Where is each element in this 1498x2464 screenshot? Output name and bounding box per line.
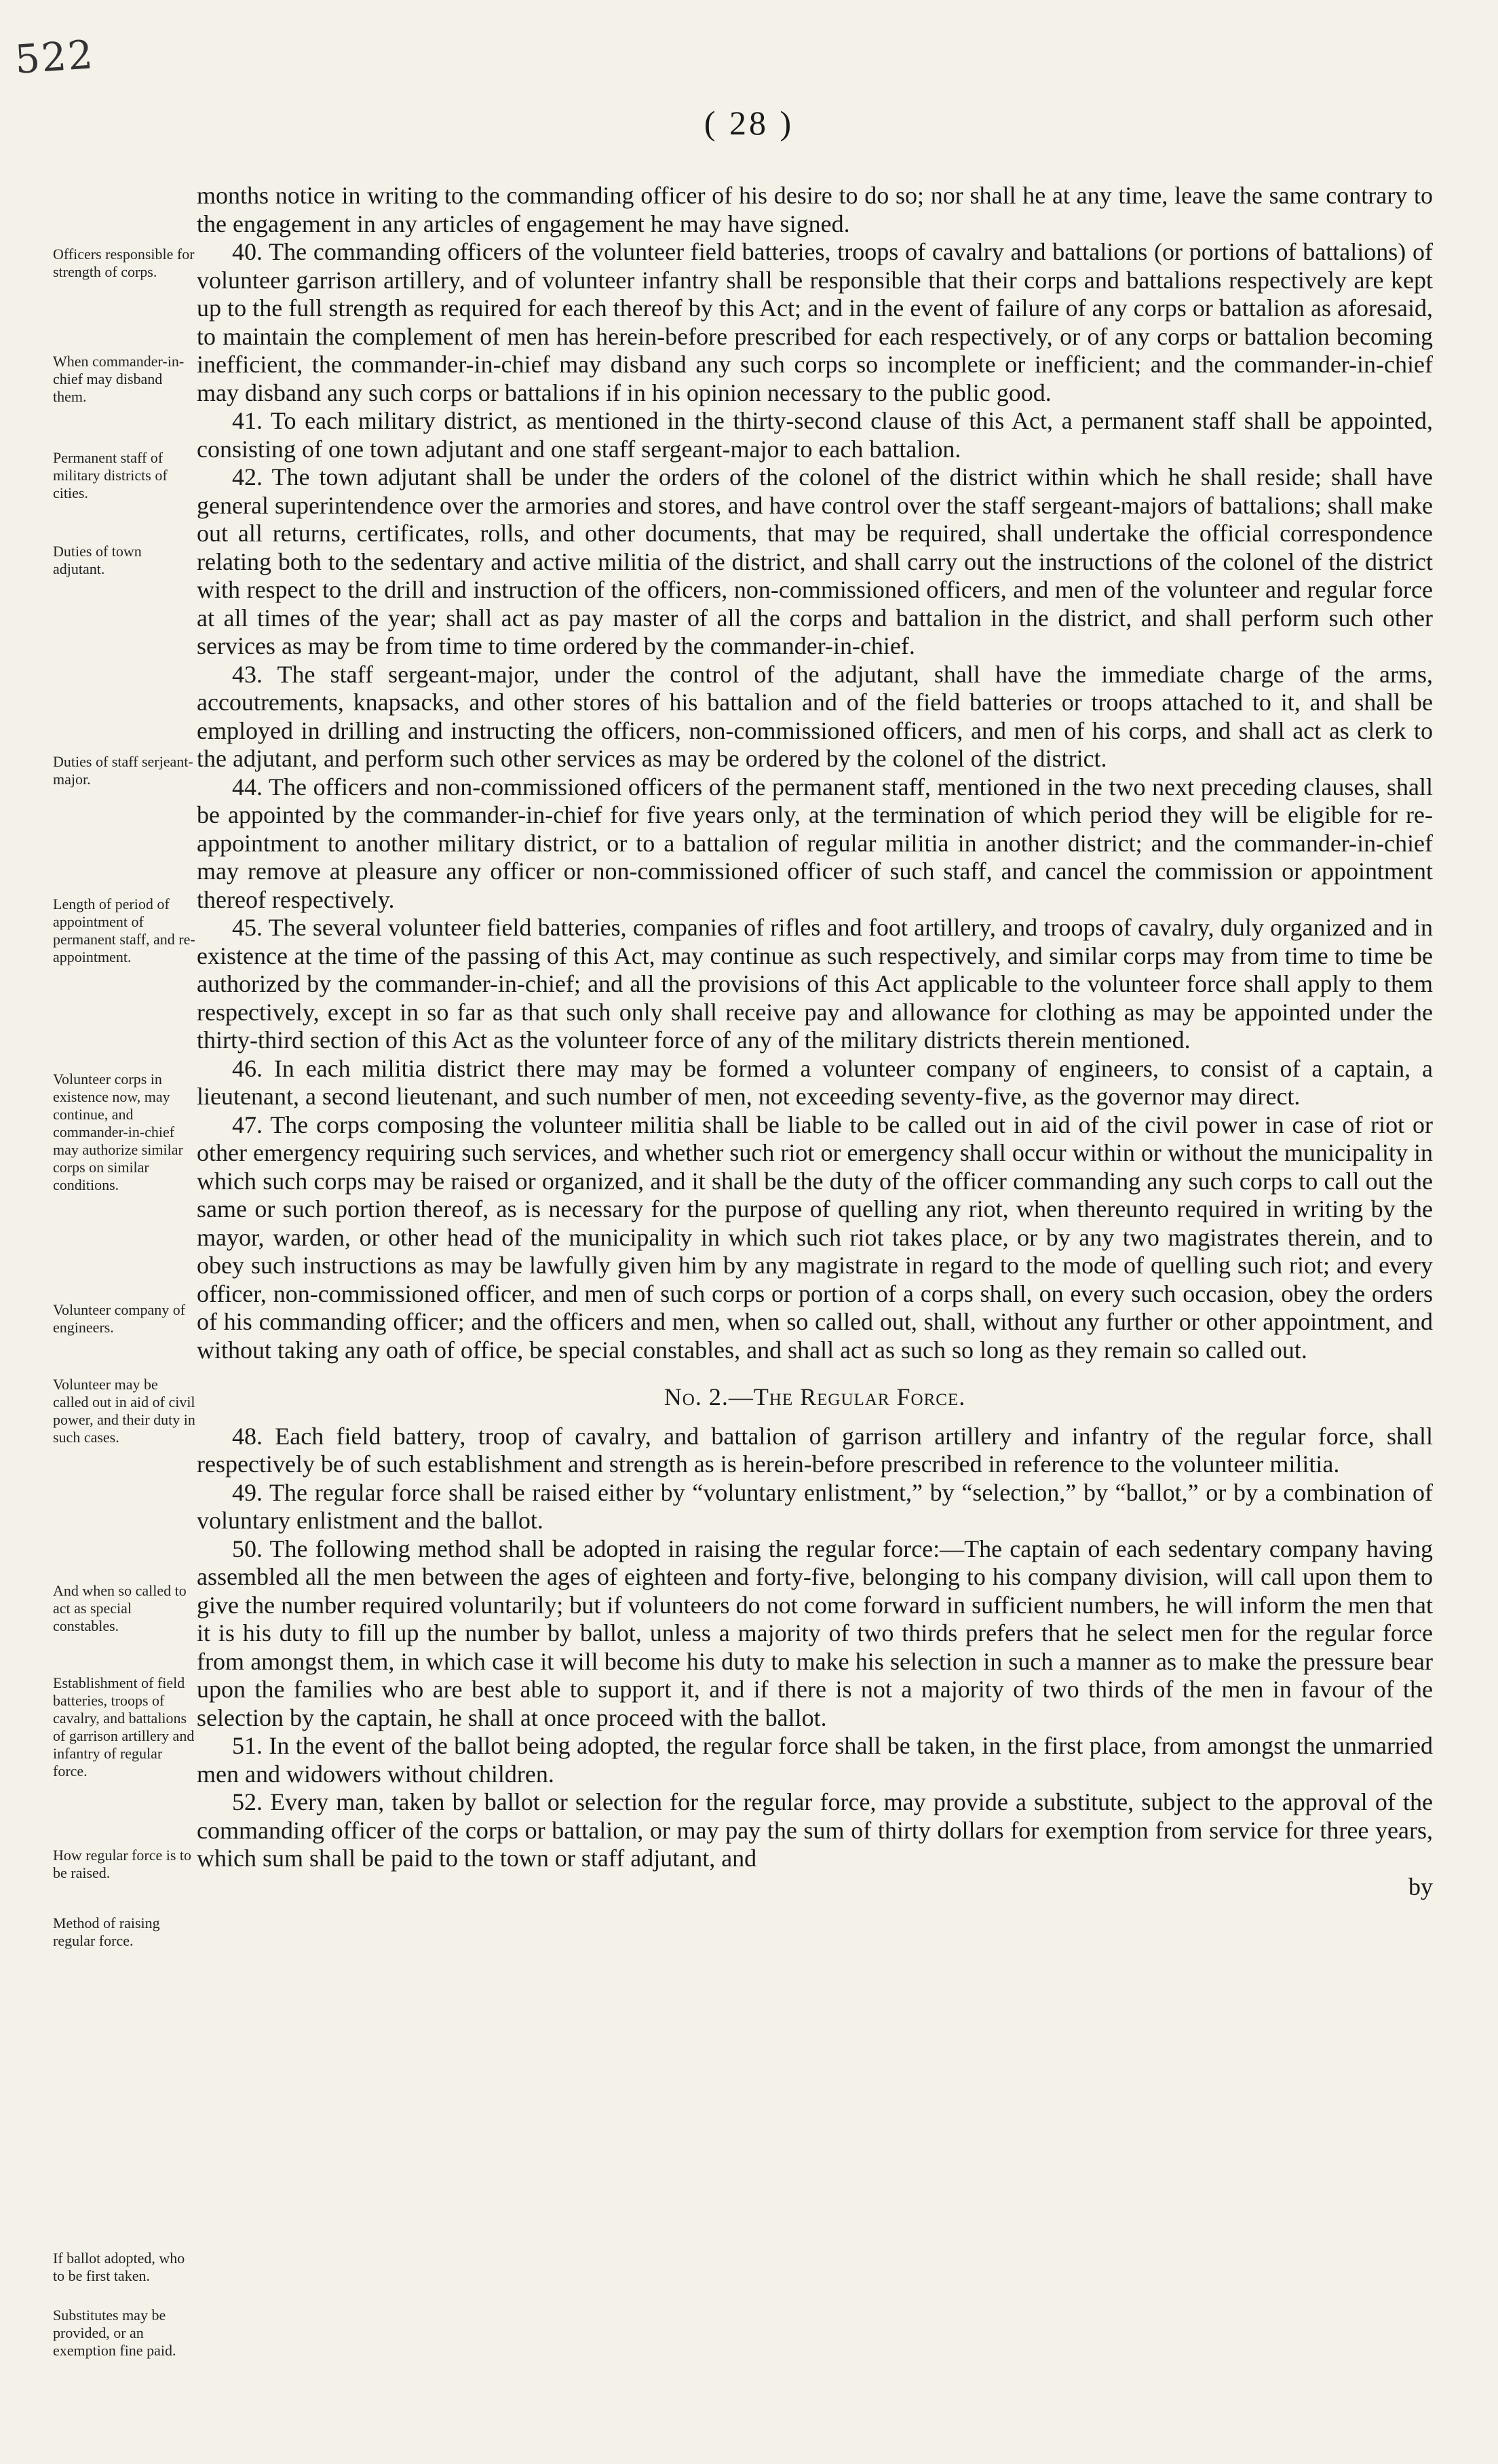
margin-note: Duties of staff serjeant-major. [53, 753, 193, 788]
page-number: ( 28 ) [704, 104, 794, 142]
margin-note: Length of period of appointment of permanent staff, and re-appointment. [53, 896, 195, 965]
body-text [197, 182, 1433, 1901]
paragraph-42: 42. The town adjutant shall be under the orders of the colonel of the district within which he shall reside; shall have general superintendence over the armories and stores, and have control over the staff sergeant-majors of battalions; shall make out all returns, certificates, rolls, and other documents, that may be required, shall undertake the official correspondence relating both to the sedentary and active militia of the district, and shall carry out the instructions of the colonel of the district with respect to the drill and instruction of the officers, non-commissioned officers, and men of the volunteer and regular force at all times of the year; shall act as pay master of all the corps and battalion in the district, and shall perform such other services as may be from time to time ordered by the commander-in-chief. [197, 463, 1433, 659]
margin-note: How regular force is to be raised. [53, 1847, 192, 1881]
margin-note: Duties of town adjutant. [53, 543, 142, 577]
paragraph-51: 51. In the event of the ballot being adopted, the regular force shall be taken, in the first place, from amongst the unmarried men and widowers without children. [197, 1732, 1433, 1788]
paragraph-49: 49. The regular force shall be raised either by “voluntary enlistment,” by “selection,” by “ballot,” or by a combination of voluntary enlistment and the ballot. [197, 1478, 1433, 1534]
paragraph-48: 48. Each field battery, troop of cavalry, and battalion of garrison artillery and infantry of the regular force, shall respectively be of such establishment and strength as is herein-before prescribed in reference to the volunteer militia. [197, 1422, 1433, 1478]
margin-note: When commander-in-chief may disband them. [53, 353, 185, 405]
margin-note: Permanent staff of military districts of cities. [53, 449, 168, 501]
handwritten-page-number: 522 [13, 31, 96, 83]
paragraph-43: 43. The staff sergeant-major, under the control of the adjutant, shall have the immediate charge of the arms, accoutrements, knapsacks, and other stores of his battalion and of the field batteries or troops attached to it, and shall be employed in drilling and instructing the officers, non-commissioned officers, and men of his corps, and shall act as clerk to the adjutant, and perform such other services as may be ordered by the colonel of the district. [197, 660, 1433, 772]
paragraph-52: 52. Every man, taken by ballot or selection for the regular force, may provide a substitute, subject to the approval of the commanding officer of the corps or battalion, or may pay the sum of thirty dollars for exemption from service for three years, which sum shall be paid to the town or staff adjutant, and [197, 1788, 1433, 1872]
paragraph-46: 46. In each militia district there may may be formed a volunteer company of engineers, to consist of a captain, a lieutenant, a second lieutenant, and such number of men, not exceeding seventy-five, as the governor may direct. [197, 1054, 1433, 1110]
margin-note: And when so called to act as special constables. [53, 1582, 187, 1634]
paragraph-44: 44. The officers and non-commissioned officers of the permanent staff, mentioned in the two next preceding clauses, shall be appointed by the commander-in-chief for five years only, at the termination of which period they will be eligible for re-appointment to another military district, or to a battalion of regular militia in another district; and the commander-in-chief may remove at pleasure any officer or non-commissioned officer of such staff, and cancel the commission or appointment thereof respectively. [197, 773, 1433, 913]
catchword: by [1408, 1872, 1433, 1900]
margin-note: Volunteer corps in existence now, may continue, and commander-in-chief may authorize similar corps on similar conditions. [53, 1071, 183, 1193]
margin-note: If ballot adopted, who to be first taken. [53, 2250, 185, 2284]
paragraph-41: 41. To each military district, as mentioned in the thirty-second clause of this Act, a permanent staff shall be appointed, consisting of one town adjutant and one staff sergeant-major to each battalion. [197, 407, 1433, 463]
margin-note: Officers responsible for strength of corps. [53, 246, 195, 280]
paragraph-45: 45. The several volunteer field batteries, companies of rifles and foot artillery, and troops of cavalry, duly organized and in existence at the time of the passing of this Act, may continue as such respectively, and similar corps may from time to time be authorized by the commander-in-chief; and all the provisions of this Act applicable to the volunteer force shall apply to them respectively, except in so far as that such only shall receive pay and allowance for clothing as may be appointed under the thirty-third section of this Act as the volunteer force of any of the military districts therein mentioned. [197, 914, 1433, 1054]
paragraph-continuation: months notice in writing to the commanding officer of his desire to do so; nor shall he at any time, leave the same contrary to the engagement in any articles of engagement he may have signed. [197, 182, 1433, 237]
section-heading: No. 2.—The Regular Force. [664, 1383, 966, 1410]
paragraph-47: 47. The corps composing the volunteer militia shall be liable to be called out in aid of the civil power in case of riot or other emergency requiring such services, and whether such riot or emergency shall occur within or without the municipality in which such corps may be raised or organized, and it shall be the duty of the officer commanding any such corps to call out the same or such portion thereof, as is necessary for the purpose of quelling any riot, when thereunto required in writing by the mayor, warden, or other head of the municipality in which such riot takes place, or by any two magistrates therein, and to obey such instructions as may be lawfully given him by any magistrate in regard to the mode of quelling such riot; and every officer, non-commissioned officer, and men of such corps or portion of a corps shall, on every such occasion, obey the orders of his commanding officer; and the officers and men, when so called out, shall, without any further or other appointment, and without taking any oath of office, be special constables, and shall act as such so long as they remain so called out. [197, 1111, 1433, 1364]
paragraph-50: 50. The following method shall be adopted in raising the regular force:—The captain of each sedentary company having assembled all the men between the ages of eighteen and forty-five, belonging to his company division, will call upon them to give the number required voluntarily; but if volunteers do not come forward in sufficient numbers, he will inform the men that it is his duty to fill up the number by ballot, unless a majority of two thirds prefers that he select men for the regular force from amongst them, in which case it will become his duty to make his selection in such a manner as to make the pressure bear upon the families who are best able to support it, and if there is not a majority of two thirds of the men in favour of the selection by the captain, he shall at once proceed with the ballot. [197, 1535, 1433, 1731]
margin-note: Establishment of field batteries, troops of cavalry, and battalions of garrison artillery and infantry of regular force. [53, 1674, 195, 1779]
paragraph-40: 40. The commanding officers of the volunteer field batteries, troops of cavalry and battalions (or portions of battalions) of volunteer garrison artillery, and of volunteer infantry shall be responsible that their corps and battalions respectively are kept up to the full strength as required for each thereof by this Act; and in the event of failure of any corps or battalion as aforesaid, to maintain the complement of men has herein-before prescribed for each respectively, or of any corps or battalion becoming inefficient, the commander-in-chief may disband any such corps so incomplete or inefficient; and the commander-in-chief may disband any such corps or battalions if in his opinion necessary to the public good. [197, 238, 1433, 406]
margin-note: Substitutes may be provided, or an exemption fine paid. [53, 2307, 176, 2359]
margin-note: Volunteer may be called out in aid of civil power, and their duty in such cases. [53, 1376, 195, 1446]
margin-note: Method of raising regular force. [53, 1914, 160, 1949]
margin-note: Volunteer company of engineers. [53, 1301, 186, 1336]
